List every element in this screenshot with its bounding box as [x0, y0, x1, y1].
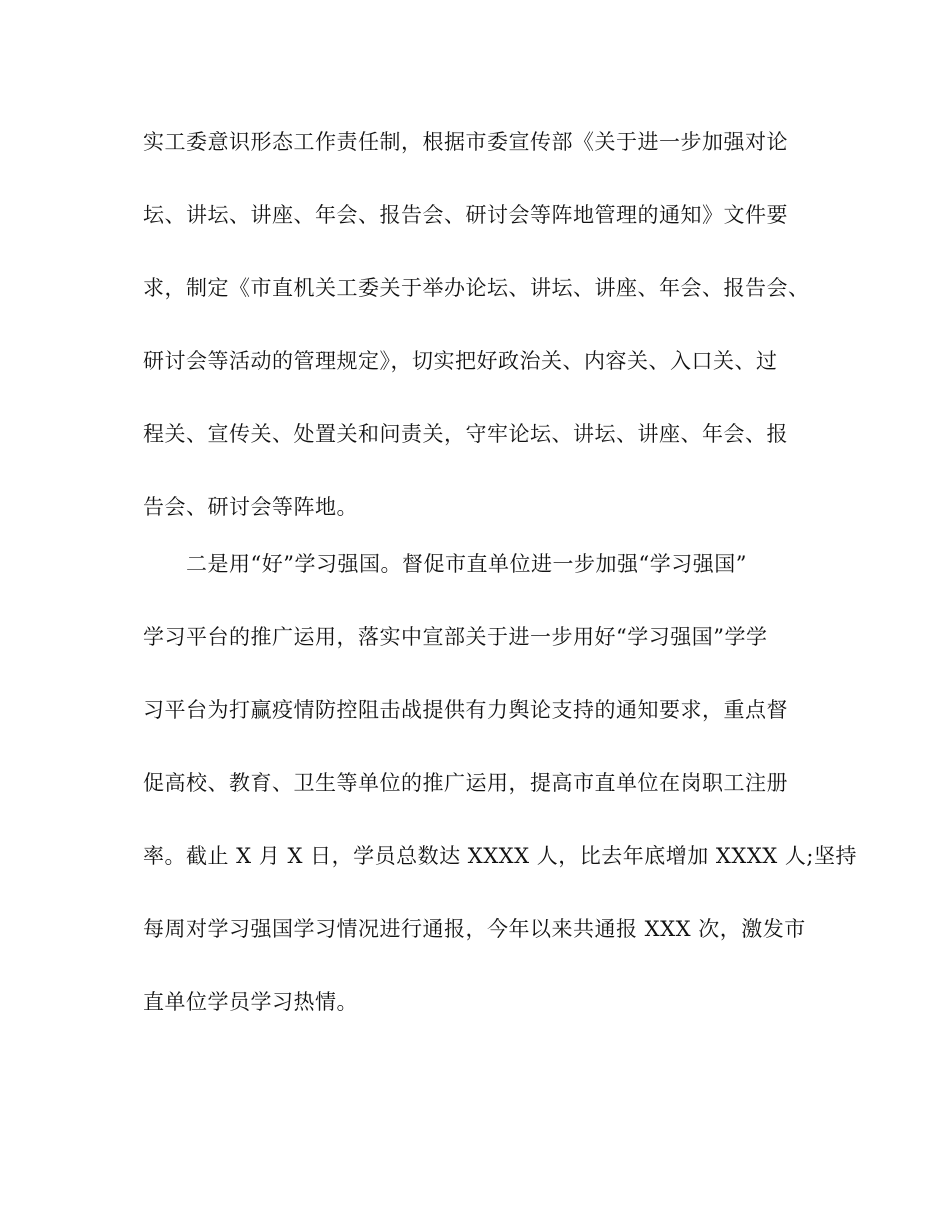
text-line: 促高校、教育、卫生等单位的推广运用，提高市直单位在岗职工注册 — [143, 771, 788, 795]
text-line: 实工委意识形态工作责任制，根据市委宣传部《关于进一步加强对论 — [143, 130, 788, 154]
text-line: 求，制定《市直机关工委关于举办论坛、讲坛、讲座、年会、报告会、 — [143, 276, 810, 300]
text-line: 研讨会等活动的管理规定》，切实把好政治关、内容关、入口关、过 — [143, 349, 778, 373]
text-line: 直单位学员学习热情。 — [143, 990, 358, 1014]
text-line: 坛、讲坛、讲座、年会、报告会、研讨会等阵地管理的通知》文件要 — [143, 203, 788, 227]
text-line: 习平台为打赢疫情防控阻击战提供有力舆论支持的通知要求，重点督 — [143, 698, 788, 722]
text-line: 告会、研讨会等阵地。 — [143, 495, 358, 519]
text-line: 学习平台的推广运用，落实中宣部关于进一步用好“学习强国”学学 — [143, 625, 768, 649]
text-line: 二是用“好”学习强国。督促市直单位进一步加强“学习强国” — [186, 552, 747, 576]
text-line: 每周对学习强国学习情况进行通报，今年以来共通报 XXX 次，激发市 — [143, 917, 806, 941]
text-line: 率。截止 X 月 X 日，学员总数达 XXXX 人，比去年底增加 XXXX 人;坚持 — [143, 844, 857, 868]
text-line: 程关、宣传关、处置关和问责关，守牢论坛、讲坛、讲座、年会、报 — [143, 422, 788, 446]
